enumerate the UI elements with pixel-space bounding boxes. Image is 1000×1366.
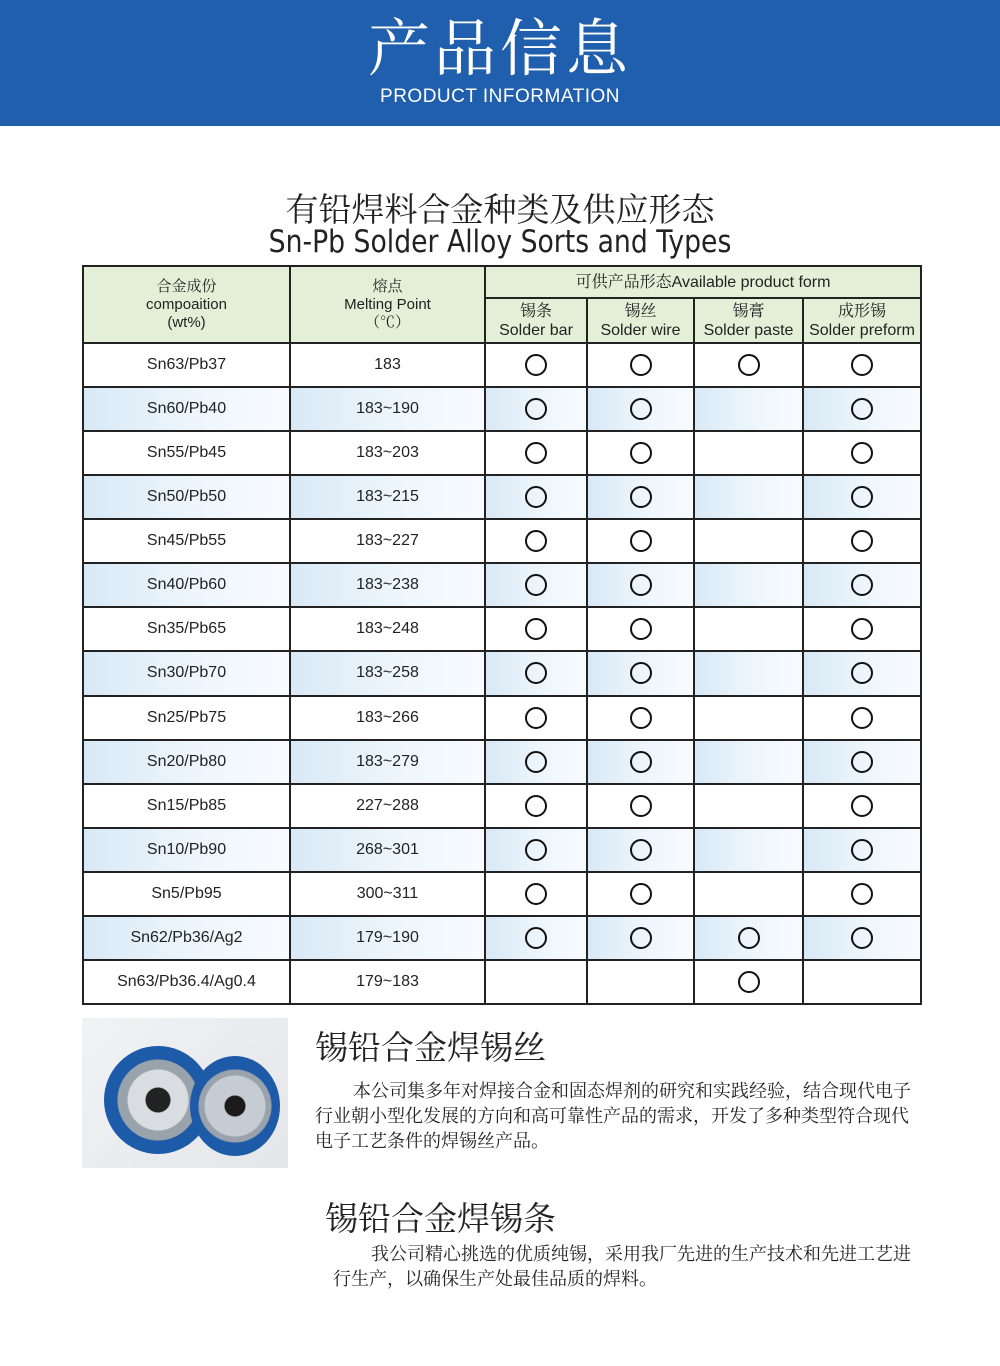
available-circle-icon: [630, 618, 652, 640]
availability-cell: [587, 916, 694, 960]
alloy-composition: Sn35/Pb65: [83, 607, 290, 651]
available-circle-icon: [525, 530, 547, 552]
availability-cell: [803, 696, 921, 740]
table-row: [83, 828, 921, 872]
table-row: [83, 563, 921, 607]
available-circle-icon: [851, 927, 873, 949]
melting-point: 183: [290, 343, 485, 387]
banner-subtitle: PRODUCT INFORMATION: [380, 86, 620, 107]
availability-cell: [485, 872, 587, 916]
available-circle-icon: [525, 927, 547, 949]
table-row: [83, 475, 921, 519]
available-circle-icon: [851, 398, 873, 420]
availability-cell: [485, 916, 587, 960]
section-title-en: Sn-Pb Solder Alloy Sorts and Types: [268, 224, 732, 260]
availability-cell: [587, 431, 694, 475]
availability-cell: [694, 387, 803, 431]
availability-cell: [587, 784, 694, 828]
bar-section-title: 锡铅合金焊锡条: [325, 1199, 556, 1238]
bar-section-body: 我公司精心挑选的优质纯锡，采用我厂先进的生产技术和先进工艺进行生产，以确保生产处最佳品质的焊料。: [333, 1244, 911, 1290]
available-circle-icon: [525, 486, 547, 508]
alloy-composition: Sn45/Pb55: [83, 519, 290, 563]
available-circle-icon: [630, 354, 652, 376]
availability-cell: [803, 828, 921, 872]
availability-cell: [587, 343, 694, 387]
availability-cell: [485, 784, 587, 828]
melting-point: 179~183: [290, 960, 485, 1004]
availability-cell: [485, 828, 587, 872]
header-form-en: Solder bar: [499, 321, 573, 339]
available-circle-icon: [851, 795, 873, 817]
table-row: [83, 607, 921, 651]
availability-cell: [485, 740, 587, 784]
available-circle-icon: [525, 354, 547, 376]
availability-cell: [694, 872, 803, 916]
available-circle-icon: [851, 662, 873, 684]
header-form-en: Solder preform: [809, 321, 915, 339]
melting-point: 300~311: [290, 872, 485, 916]
availability-cell: [587, 607, 694, 651]
availability-cell: [694, 431, 803, 475]
available-circle-icon: [851, 707, 873, 729]
available-circle-icon: [630, 486, 652, 508]
header-composition: [83, 266, 290, 343]
available-circle-icon: [525, 574, 547, 596]
availability-cell: [587, 387, 694, 431]
header-form-cn: 锡膏: [732, 302, 765, 320]
availability-cell: [485, 696, 587, 740]
melting-point: 183~227: [290, 519, 485, 563]
availability-cell: [803, 651, 921, 695]
availability-cell: [803, 960, 921, 1004]
available-circle-icon: [630, 839, 652, 861]
melting-point: 183~258: [290, 651, 485, 695]
header-form-en: Solder paste: [703, 321, 794, 339]
availability-cell: [694, 784, 803, 828]
availability-cell: [587, 651, 694, 695]
solder-spool-image: [190, 1056, 280, 1156]
table-row: [83, 343, 921, 387]
header-melting-en: Melting Point: [344, 295, 431, 313]
melting-point: 227~288: [290, 784, 485, 828]
header-form-cn: 成形锡: [838, 302, 887, 320]
alloy-composition: Sn40/Pb60: [83, 563, 290, 607]
alloy-composition: Sn30/Pb70: [83, 651, 290, 695]
alloy-composition: Sn60/Pb40: [83, 387, 290, 431]
table-row: [83, 916, 921, 960]
available-circle-icon: [851, 354, 873, 376]
available-circle-icon: [851, 442, 873, 464]
availability-cell: [587, 960, 694, 1004]
available-circle-icon: [851, 883, 873, 905]
melting-point: 183~203: [290, 431, 485, 475]
availability-cell: [694, 740, 803, 784]
header-form-cn: 锡条: [519, 302, 552, 320]
available-circle-icon: [630, 662, 652, 684]
availability-cell: [694, 916, 803, 960]
availability-cell: [803, 784, 921, 828]
alloy-composition: Sn10/Pb90: [83, 828, 290, 872]
available-circle-icon: [525, 795, 547, 817]
available-circle-icon: [851, 486, 873, 508]
header-composition-en: compoaition: [146, 295, 227, 313]
available-circle-icon: [630, 398, 652, 420]
header-composition-cn: 合金成份: [156, 277, 217, 295]
availability-cell: [803, 916, 921, 960]
melting-point: 183~266: [290, 696, 485, 740]
available-circle-icon: [525, 398, 547, 420]
header-composition-unit: (wt%): [167, 313, 206, 331]
alloy-composition: Sn63/Pb36.4/Ag0.4: [83, 960, 290, 1004]
alloy-composition: Sn20/Pb80: [83, 740, 290, 784]
header-melting-cn: 熔点: [372, 277, 403, 295]
melting-point: 183~190: [290, 387, 485, 431]
melting-point: 179~190: [290, 916, 485, 960]
available-circle-icon: [851, 618, 873, 640]
melting-point: 183~238: [290, 563, 485, 607]
melting-point: 183~248: [290, 607, 485, 651]
table-row: [83, 740, 921, 784]
available-circle-icon: [525, 883, 547, 905]
availability-cell: [694, 607, 803, 651]
availability-cell: [587, 828, 694, 872]
melting-point: 183~215: [290, 475, 485, 519]
availability-cell: [485, 475, 587, 519]
available-circle-icon: [851, 530, 873, 552]
available-circle-icon: [525, 839, 547, 861]
availability-cell: [485, 343, 587, 387]
alloy-table: [82, 265, 922, 1005]
availability-cell: [803, 475, 921, 519]
available-circle-icon: [525, 618, 547, 640]
alloy-composition: Sn15/Pb85: [83, 784, 290, 828]
header-form-cn: 锡丝: [624, 302, 657, 320]
available-circle-icon: [738, 971, 760, 993]
solder-wire-photo: [82, 1018, 288, 1168]
available-circle-icon: [630, 927, 652, 949]
availability-cell: [587, 740, 694, 784]
availability-cell: [485, 651, 587, 695]
available-circle-icon: [630, 795, 652, 817]
availability-cell: [485, 960, 587, 1004]
available-circle-icon: [630, 530, 652, 552]
alloy-composition: Sn5/Pb95: [83, 872, 290, 916]
availability-cell: [803, 607, 921, 651]
header-melting-unit: （℃）: [364, 313, 410, 331]
wire-section-title: 锡铅合金焊锡丝: [315, 1028, 546, 1067]
table-row: [83, 784, 921, 828]
header-banner: [0, 0, 1000, 126]
availability-cell: [803, 343, 921, 387]
table-row: [83, 960, 921, 1004]
alloy-composition: Sn55/Pb45: [83, 431, 290, 475]
availability-cell: [803, 563, 921, 607]
available-circle-icon: [630, 883, 652, 905]
available-circle-icon: [525, 662, 547, 684]
available-circle-icon: [525, 707, 547, 729]
section-title-cn: 有铅焊料合金种类及供应形态: [285, 190, 715, 229]
table-row: [83, 431, 921, 475]
available-circle-icon: [851, 751, 873, 773]
table-row: [83, 387, 921, 431]
header-melting: [290, 266, 485, 343]
alloy-table-body: [83, 343, 921, 1004]
availability-cell: [694, 651, 803, 695]
alloy-composition: Sn50/Pb50: [83, 475, 290, 519]
availability-cell: [803, 431, 921, 475]
availability-cell: [485, 519, 587, 563]
available-circle-icon: [630, 751, 652, 773]
header-form-wire: [587, 298, 694, 343]
availability-cell: [694, 563, 803, 607]
available-circle-icon: [630, 442, 652, 464]
availability-cell: [803, 872, 921, 916]
alloy-composition: Sn25/Pb75: [83, 696, 290, 740]
availability-cell: [694, 696, 803, 740]
availability-cell: [587, 563, 694, 607]
availability-cell: [587, 475, 694, 519]
available-circle-icon: [851, 839, 873, 861]
melting-point: 183~279: [290, 740, 485, 784]
availability-cell: [694, 519, 803, 563]
melting-point: 268~301: [290, 828, 485, 872]
header-forms: 可供产品形态Available product form: [485, 266, 921, 298]
availability-cell: [694, 343, 803, 387]
availability-cell: [803, 740, 921, 784]
availability-cell: [694, 475, 803, 519]
wire-section-body: 本公司集多年对焊接合金和固态焊剂的研究和实践经验，结合现代电子行业朝小型化发展的方向和高可靠性产品的需求，开发了多种类型符合现代电子工艺条件的焊锡丝产品。: [315, 1081, 911, 1152]
table-row: [83, 519, 921, 563]
available-circle-icon: [525, 751, 547, 773]
availability-cell: [485, 431, 587, 475]
availability-cell: [485, 607, 587, 651]
header-form-paste: [694, 298, 803, 343]
availability-cell: [485, 387, 587, 431]
alloy-composition: Sn63/Pb37: [83, 343, 290, 387]
alloy-composition: Sn62/Pb36/Ag2: [83, 916, 290, 960]
availability-cell: [694, 828, 803, 872]
availability-cell: [803, 387, 921, 431]
table-row: [83, 696, 921, 740]
availability-cell: [587, 872, 694, 916]
availability-cell: [803, 519, 921, 563]
header-form-en: Solder wire: [600, 321, 681, 339]
banner-title: 产品信息: [367, 12, 632, 85]
availability-cell: [485, 563, 587, 607]
header-form-preform: [803, 298, 921, 343]
available-circle-icon: [525, 442, 547, 464]
available-circle-icon: [738, 354, 760, 376]
available-circle-icon: [630, 574, 652, 596]
table-row: [83, 872, 921, 916]
table-row: [83, 651, 921, 695]
header-form-bar: [485, 298, 587, 343]
availability-cell: [587, 519, 694, 563]
available-circle-icon: [738, 927, 760, 949]
availability-cell: [587, 696, 694, 740]
availability-cell: [694, 960, 803, 1004]
available-circle-icon: [851, 574, 873, 596]
available-circle-icon: [630, 707, 652, 729]
